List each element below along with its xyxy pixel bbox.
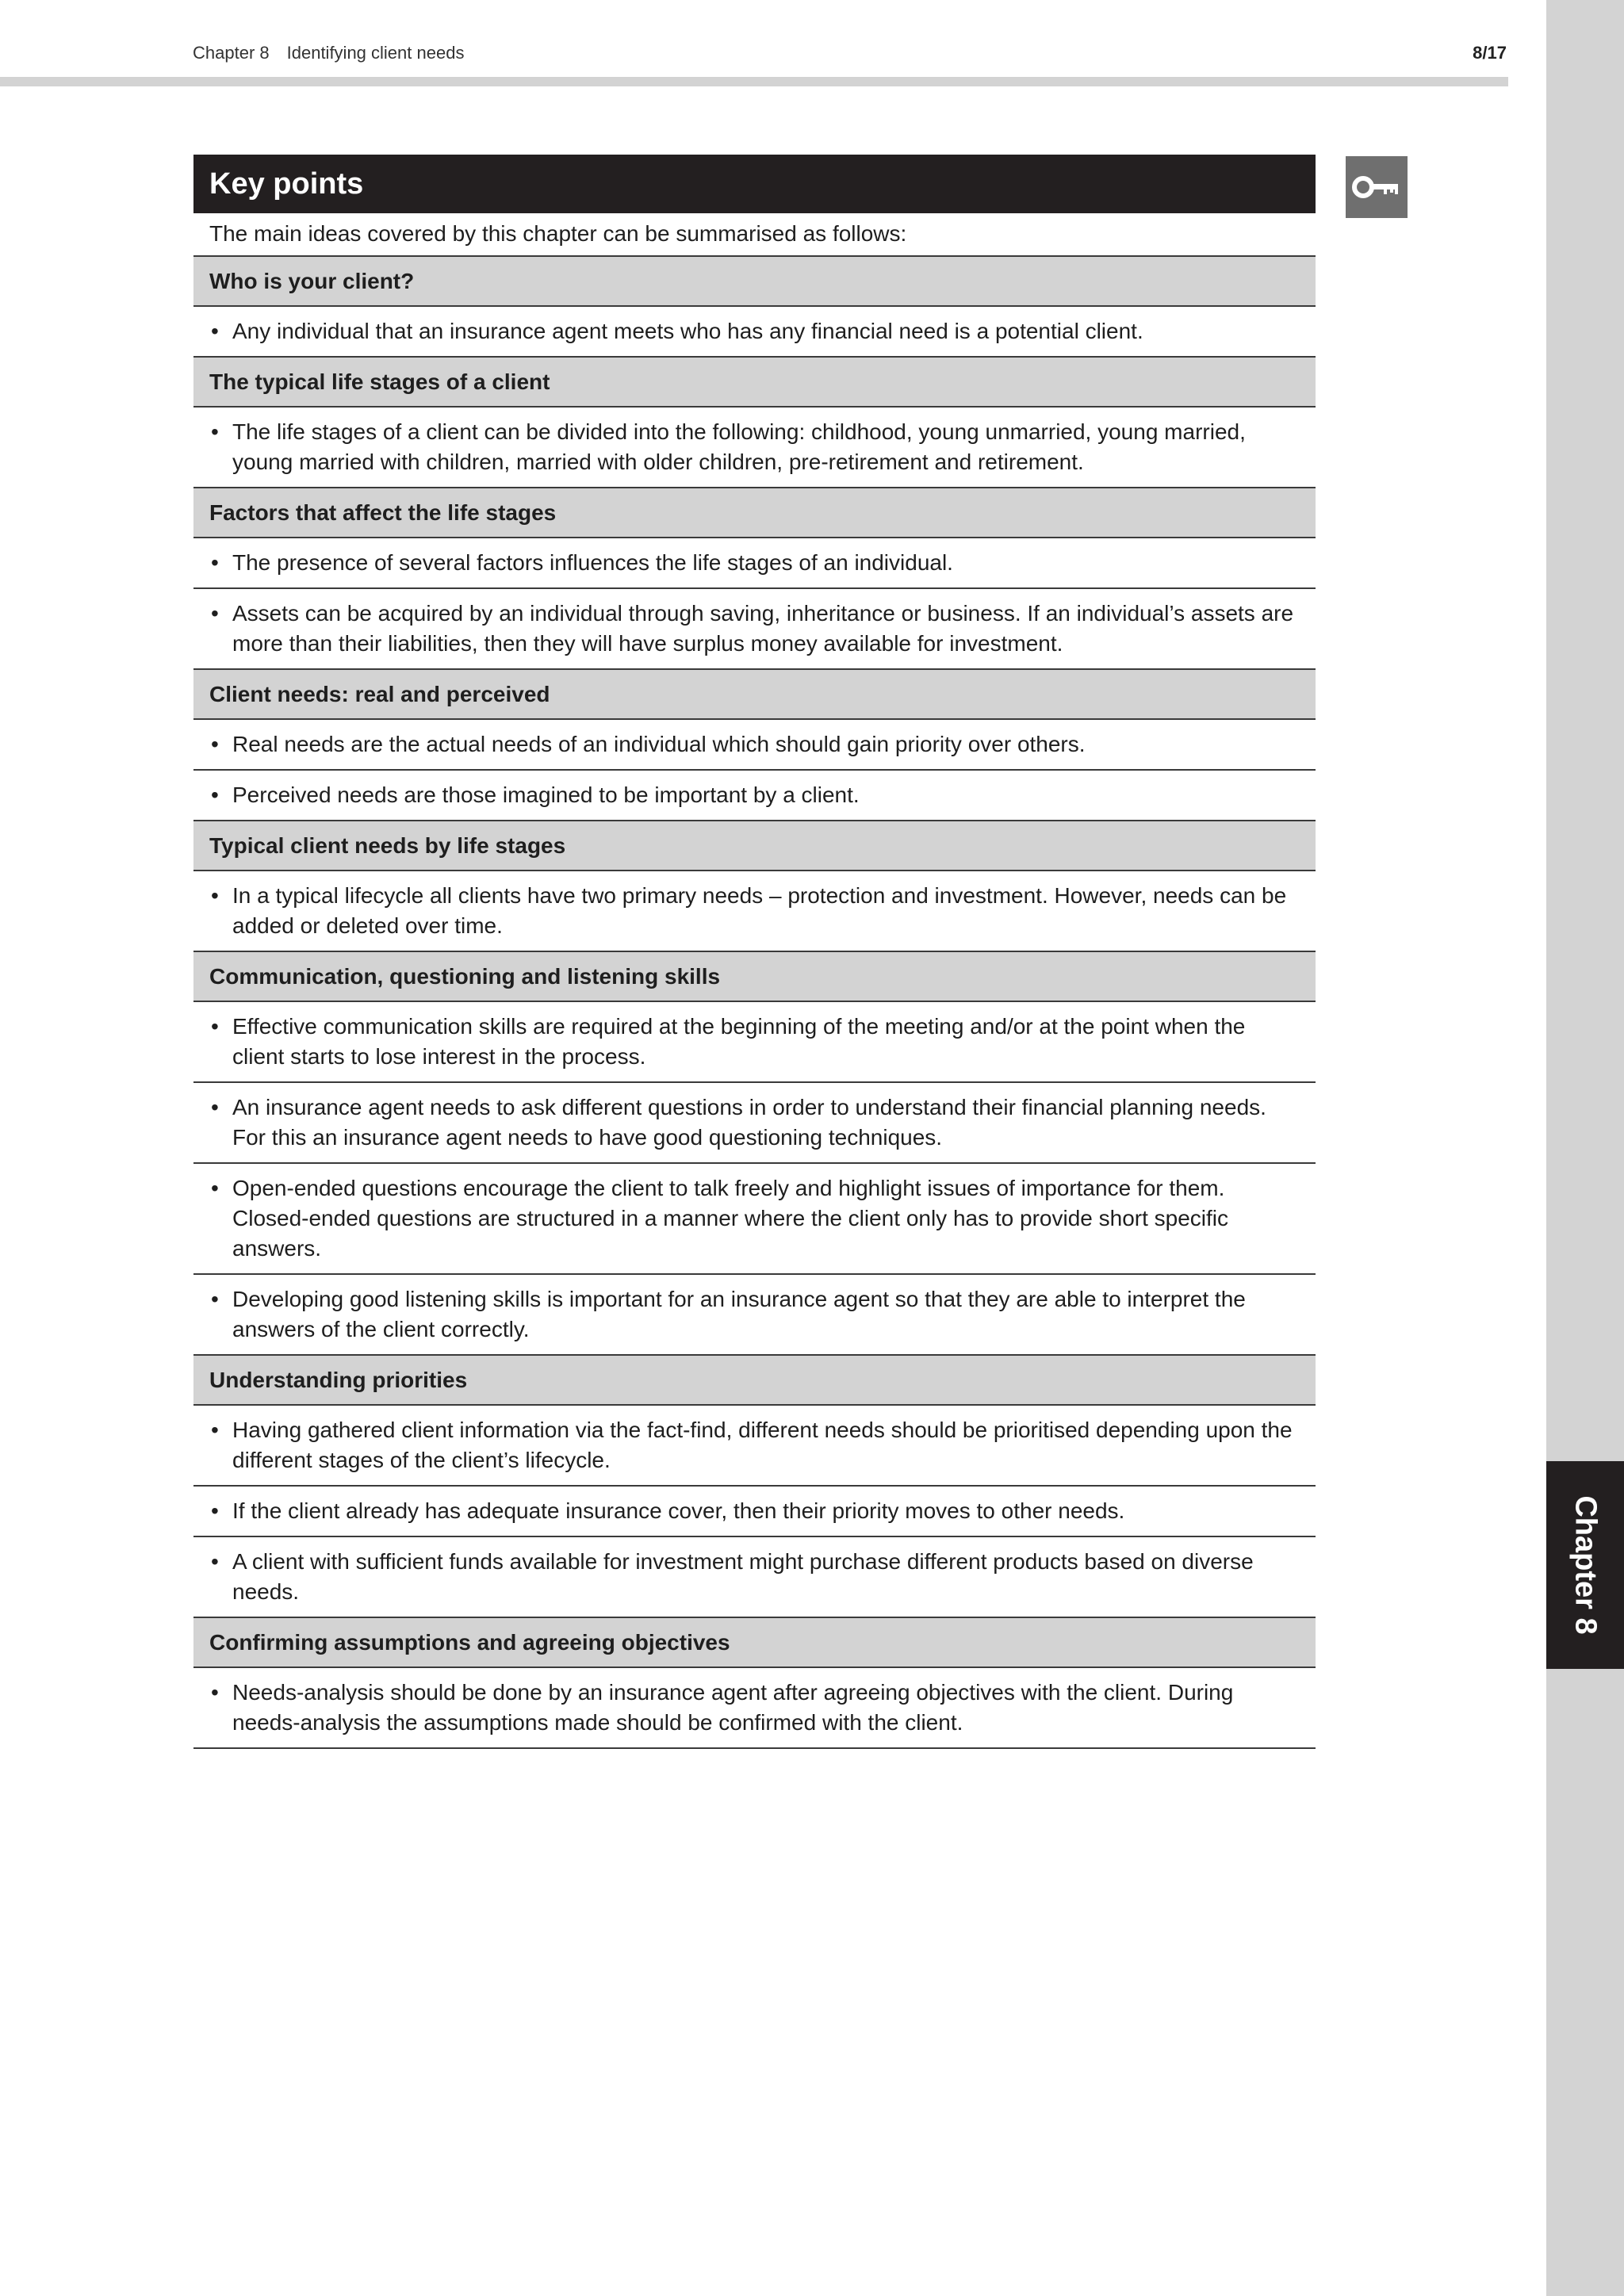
bullet-item: [193, 1083, 1316, 1164]
page-number: 8/17: [1473, 43, 1507, 63]
bullet-text: Developing good listening skills is important for an insurance agent so that they are able to interpret the answers of the client correctly.: [232, 1287, 1246, 1341]
section-heading: Client needs: real and perceived: [193, 670, 1316, 720]
bullet-item: [193, 1164, 1316, 1275]
bullet-item: [193, 771, 1316, 821]
bullet-text: Real needs are the actual needs of an individual which should gain priority over others.: [232, 732, 1086, 756]
bullet-text: Any individual that an insurance agent meets who has any financial need is a potential client.: [232, 319, 1143, 343]
bullet-dot: •: [211, 1680, 219, 1705]
bullet-dot: •: [211, 732, 219, 756]
bullet-dot: •: [211, 1287, 219, 1311]
right-margin-strip: [1546, 0, 1624, 2296]
key-points-intro: The main ideas covered by this chapter can be summarised as follows:: [193, 213, 1316, 257]
bullet-text: A client with sufficient funds available for investment might purchase different products based on diverse needs.: [232, 1549, 1254, 1604]
bullet-item: [193, 307, 1316, 358]
running-head-chapter: Chapter 8: [193, 43, 270, 63]
bullet-text: The presence of several factors influences the life stages of an individual.: [232, 550, 953, 575]
key-points-sections: [193, 257, 1316, 1749]
bullet-dot: •: [211, 1418, 219, 1442]
bullet-item: [193, 1487, 1316, 1537]
bullet-dot: •: [211, 883, 219, 908]
key-icon: [1346, 156, 1408, 218]
bullet-dot: •: [211, 601, 219, 626]
header-rule: [0, 77, 1508, 86]
section-heading: Understanding priorities: [193, 1356, 1316, 1406]
bullet-item: [193, 871, 1316, 952]
section-heading: Who is your client?: [193, 257, 1316, 307]
section-heading: Communication, questioning and listening skills: [193, 952, 1316, 1002]
bullet-text: Perceived needs are those imagined to be important by a client.: [232, 783, 860, 807]
key-points-box: [193, 155, 1316, 1749]
chapter-tab-label: Chapter 8: [1568, 1495, 1603, 1635]
bullet-item: [193, 720, 1316, 771]
key-points-title: Key points: [193, 155, 1316, 213]
bullet-text: In a typical lifecycle all clients have two primary needs – protection and investment. However, needs can be added or deleted over time.: [232, 883, 1287, 938]
bullet-text: Having gathered client information via the fact-find, different needs should be prioritised depending upon the different stages of the client’s lifecycle.: [232, 1418, 1293, 1472]
bullet-text: Needs-analysis should be done by an insurance agent after agreeing objectives with the client. During needs-analysis the assumptions made should be confirmed with the client.: [232, 1680, 1234, 1735]
section-heading: Confirming assumptions and agreeing objectives: [193, 1618, 1316, 1668]
section-heading: Typical client needs by life stages: [193, 821, 1316, 871]
bullet-item: [193, 1275, 1316, 1356]
bullet-text: Assets can be acquired by an individual through saving, inheritance or business. If an individual’s assets are more than their liabilities, then they will have surplus money available for investment.: [232, 601, 1294, 656]
bullet-item: [193, 538, 1316, 589]
bullet-dot: •: [211, 319, 219, 343]
bullet-item: [193, 589, 1316, 670]
bullet-item: [193, 1537, 1316, 1618]
bullet-text: If the client already has adequate insurance cover, then their priority moves to other needs.: [232, 1498, 1125, 1523]
bullet-item: [193, 1002, 1316, 1083]
bullet-dot: •: [211, 1014, 219, 1039]
section-heading: Factors that affect the life stages: [193, 488, 1316, 538]
bullet-dot: •: [211, 419, 219, 444]
bullet-text: The life stages of a client can be divided into the following: childhood, young unmarried, young married, young married with children, married with older children, pre-retirement and retirement.: [232, 419, 1246, 474]
bullet-dot: •: [211, 783, 219, 807]
bullet-item: [193, 408, 1316, 488]
section-heading: The typical life stages of a client: [193, 358, 1316, 408]
bullet-item: [193, 1406, 1316, 1487]
bullet-dot: •: [211, 1176, 219, 1200]
bullet-dot: •: [211, 1498, 219, 1523]
bullet-text: Effective communication skills are required at the beginning of the meeting and/or at the point when the client starts to lose interest in the process.: [232, 1014, 1246, 1069]
bullet-dot: •: [211, 550, 219, 575]
bullet-dot: •: [211, 1095, 219, 1119]
running-head-title: Identifying client needs: [286, 43, 465, 63]
bullet-text: Open-ended questions encourage the client to talk freely and highlight issues of importance for them. Closed-ended questions are structured in a manner where the client only has to provide short specific answers.: [232, 1176, 1229, 1261]
bullet-dot: •: [211, 1549, 219, 1574]
bullet-text: An insurance agent needs to ask different questions in order to understand their financial planning needs. For this an insurance agent needs to have good questioning techniques.: [232, 1095, 1266, 1150]
chapter-tab: [1546, 1461, 1624, 1669]
running-head: [193, 43, 464, 63]
bullet-item: [193, 1668, 1316, 1749]
